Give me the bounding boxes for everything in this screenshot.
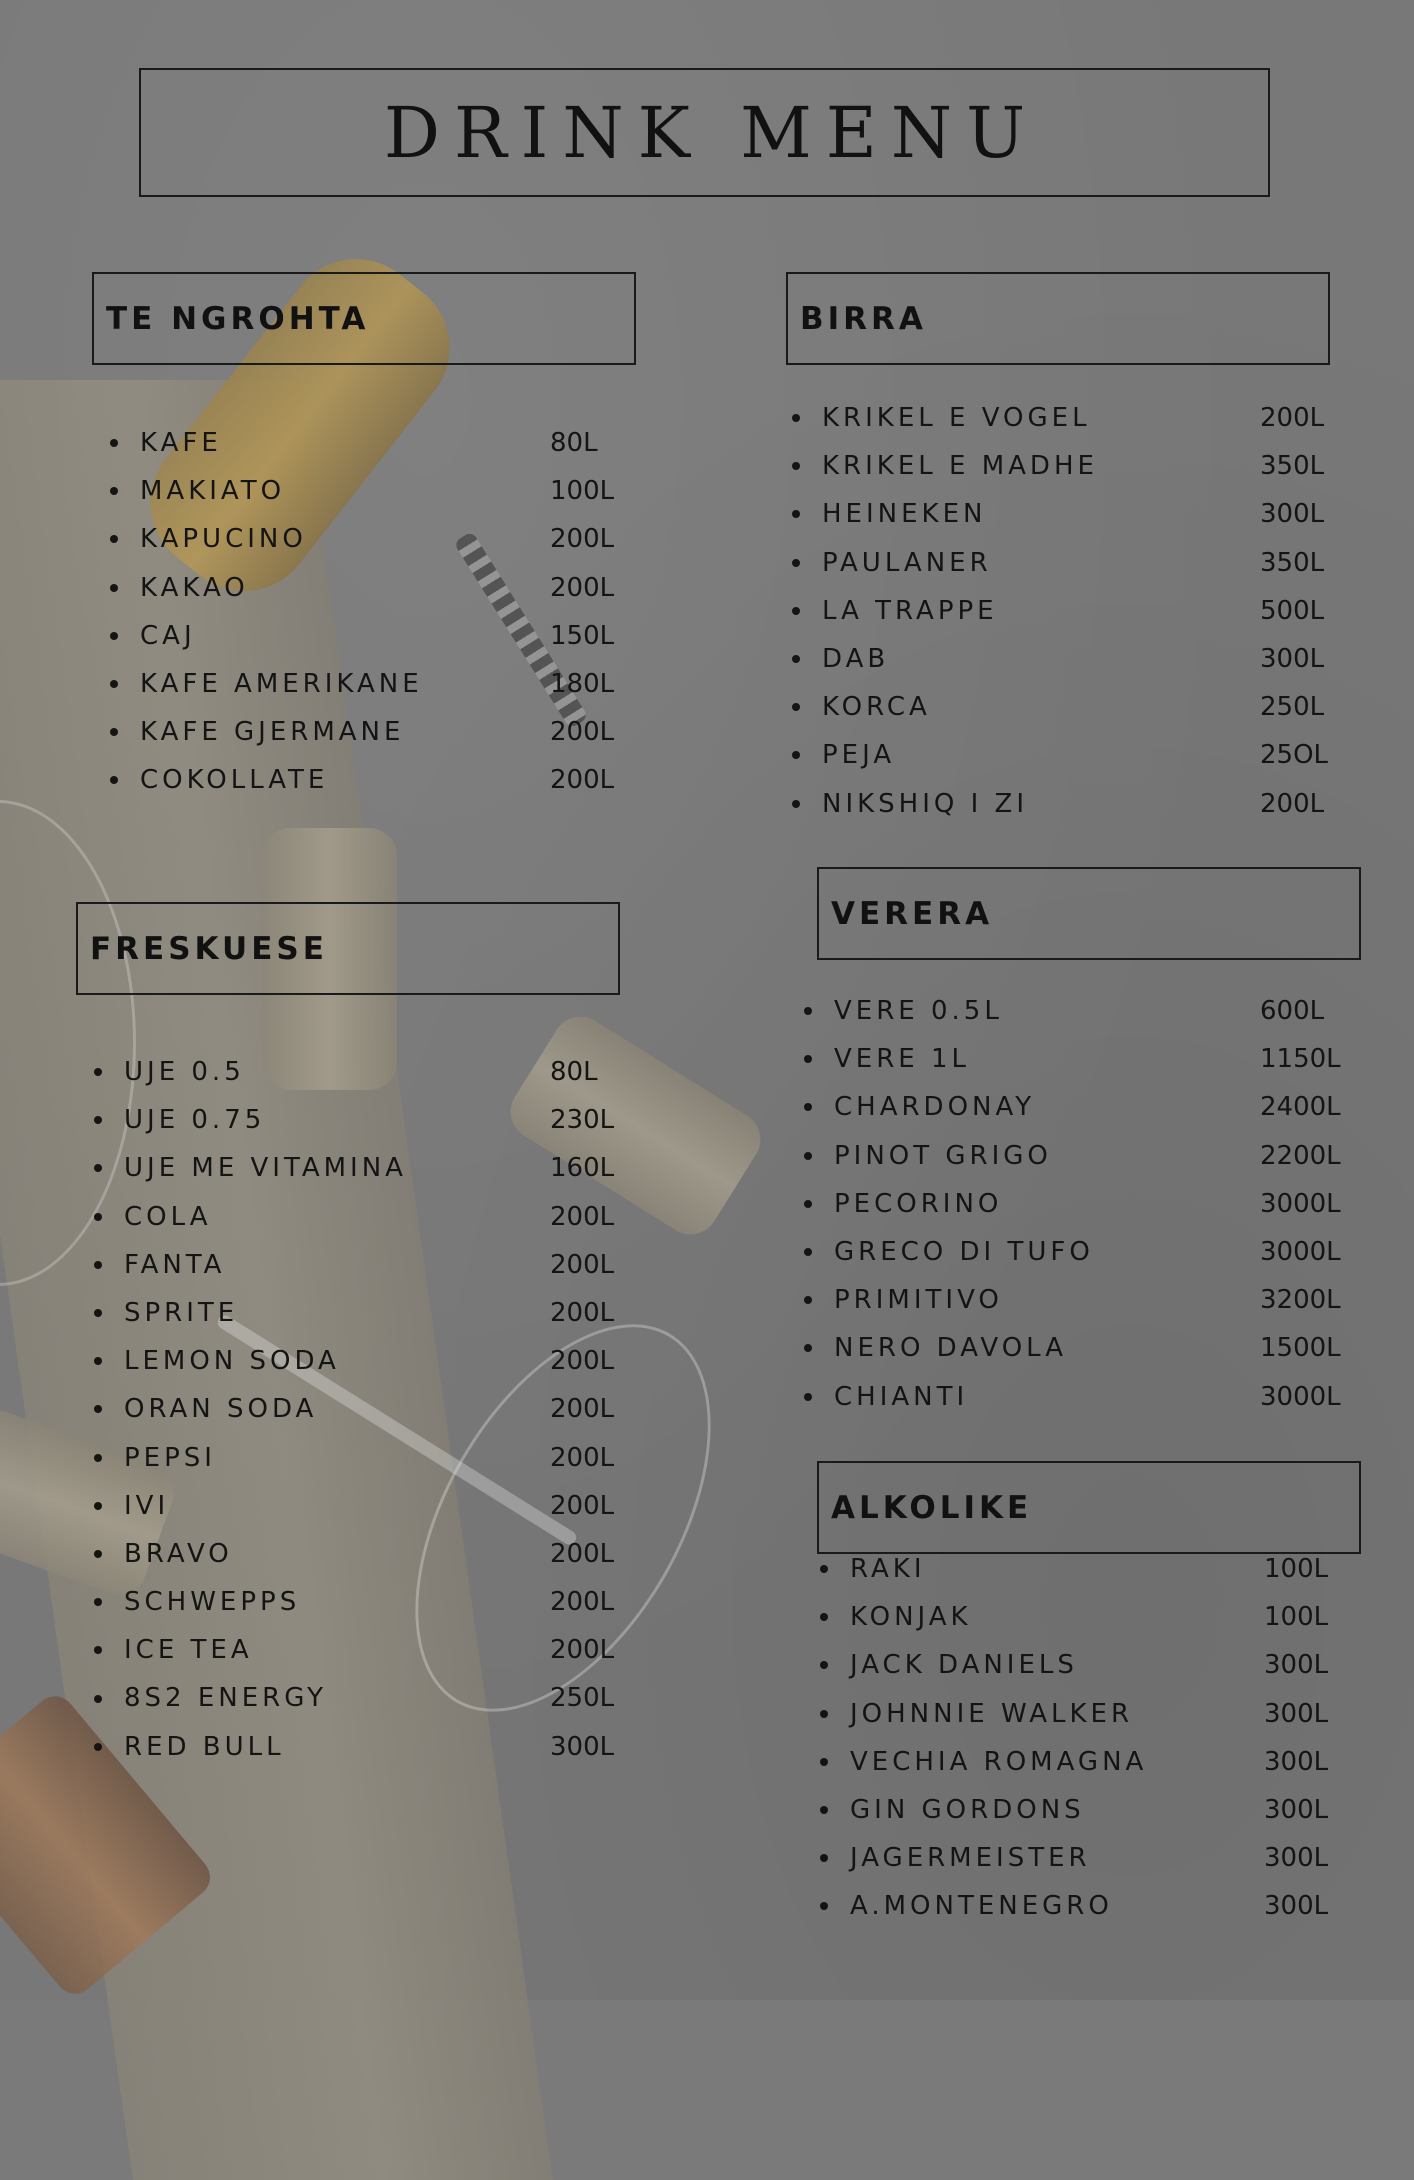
item-name: PEJA (822, 740, 896, 771)
item-price: 3200L (1260, 1285, 1341, 1316)
section-label: ALKOLIKE (831, 1489, 1033, 1526)
item-price: 300L (1264, 1698, 1329, 1729)
item-name: KRIKEL E VOGEL (822, 403, 1091, 433)
bullet-icon (94, 1213, 102, 1221)
bullet-icon (110, 680, 118, 688)
menu-item (804, 1228, 1364, 1276)
item-name: LA TRAPPE (822, 595, 998, 626)
bullet-icon (804, 1344, 812, 1352)
bullet-icon (820, 1758, 828, 1766)
item-name: SCHWEPPS (124, 1587, 301, 1618)
bullet-icon (792, 559, 800, 567)
menu-item (94, 1674, 634, 1722)
menu-item (804, 1083, 1364, 1131)
bullet-icon (94, 1405, 102, 1413)
bullet-icon (110, 439, 118, 447)
item-price: 200L (1260, 403, 1325, 433)
bullet-icon (110, 535, 118, 543)
item-price: 3000L (1260, 1236, 1341, 1267)
item-name: NIKSHIQ I ZI (822, 788, 1029, 819)
menu-item (792, 731, 1352, 779)
item-name: CHIANTI (834, 1381, 969, 1412)
item-name: RAKI (850, 1554, 926, 1584)
bullet-icon (804, 1055, 812, 1063)
menu-item (820, 1882, 1360, 1930)
item-price: 160L (550, 1153, 615, 1184)
item-price: 200L (550, 1201, 615, 1232)
item-name: VERE 1L (834, 1044, 970, 1075)
menu-item (94, 1482, 634, 1530)
menu-item (94, 1193, 634, 1241)
item-price: 300L (1264, 1891, 1329, 1922)
menu-item (94, 1626, 634, 1674)
section-label: VERERA (831, 895, 994, 932)
item-price: 200L (550, 765, 615, 796)
menu-item (820, 1834, 1360, 1882)
bullet-icon (110, 487, 118, 495)
menu-item (94, 1723, 634, 1771)
item-name: UJE 0.5 (124, 1057, 245, 1087)
item-price: 350L (1260, 547, 1325, 578)
menu-list-alkolike (820, 1545, 1360, 1931)
item-name: VECHIA ROMAGNA (850, 1746, 1148, 1777)
section-header-freskuese (76, 902, 620, 995)
item-name: KAFE AMERIKANE (140, 668, 423, 699)
item-price: 230L (550, 1105, 615, 1136)
item-name: NERO DAVOLA (834, 1333, 1068, 1364)
bullet-icon (804, 1007, 812, 1015)
item-name: 8S2 ENERGY (124, 1683, 327, 1714)
item-price: 200L (550, 524, 615, 555)
item-name: JACK DANIELS (850, 1650, 1078, 1681)
item-price: 300L (1260, 643, 1325, 674)
menu-item (792, 587, 1352, 635)
menu-item (792, 394, 1352, 442)
menu-item (804, 1373, 1364, 1421)
item-price: 200L (550, 1538, 615, 1569)
bullet-icon (792, 800, 800, 808)
menu-item (820, 1593, 1360, 1641)
menu-item (110, 756, 630, 804)
item-name: A.MONTENEGRO (850, 1891, 1113, 1922)
bullet-icon (110, 584, 118, 592)
item-price: 200L (550, 1635, 615, 1666)
bullet-icon (820, 1806, 828, 1814)
bullet-icon (110, 728, 118, 736)
item-price: 300L (1264, 1843, 1329, 1874)
menu-item (94, 1048, 634, 1096)
bullet-icon (792, 462, 800, 470)
menu-item (94, 1337, 634, 1385)
item-name: IVI (124, 1490, 170, 1521)
item-price: 1500L (1260, 1333, 1341, 1364)
item-price: 200L (550, 1346, 615, 1377)
bullet-icon (94, 1116, 102, 1124)
item-price: 100L (1264, 1602, 1329, 1633)
bullet-icon (94, 1454, 102, 1462)
item-price: 500L (1260, 595, 1325, 626)
item-price: 2400L (1260, 1092, 1341, 1123)
bullet-icon (792, 655, 800, 663)
bullet-icon (792, 414, 800, 422)
item-name: GIN GORDONS (850, 1794, 1085, 1825)
bullet-icon (820, 1613, 828, 1621)
menu-item (804, 1324, 1364, 1372)
menu-item (94, 1530, 634, 1578)
item-name: ORAN SODA (124, 1394, 318, 1425)
item-name: HEINEKEN (822, 499, 987, 530)
menu-item (804, 1132, 1364, 1180)
bullet-icon (94, 1598, 102, 1606)
bullet-icon (804, 1152, 812, 1160)
item-name: DAB (822, 643, 890, 674)
item-name: PINOT GRIGO (834, 1140, 1052, 1171)
item-name: PAULANER (822, 547, 992, 578)
item-name: KORCA (822, 692, 931, 723)
item-price: 25OL (1260, 740, 1329, 771)
item-price: 100L (550, 476, 615, 507)
item-name: KONJAK (850, 1602, 972, 1633)
bullet-icon (94, 1743, 102, 1751)
bullet-icon (792, 703, 800, 711)
menu-item (792, 635, 1352, 683)
section-label: BIRRA (800, 300, 927, 337)
item-name: PRIMITIVO (834, 1285, 1003, 1316)
item-name: KAFE (140, 428, 222, 458)
bullet-icon (792, 510, 800, 518)
menu-item (792, 683, 1352, 731)
bullet-icon (94, 1261, 102, 1269)
item-price: 350L (1260, 451, 1325, 482)
menu-list-te-ngrohta (110, 419, 630, 805)
item-name: JOHNNIE WALKER (850, 1698, 1134, 1729)
item-name: KAPUCINO (140, 524, 307, 555)
menu-item (820, 1738, 1360, 1786)
menu-item (820, 1641, 1360, 1689)
menu-item (804, 987, 1364, 1035)
item-price: 200L (550, 1490, 615, 1521)
menu-item (804, 1180, 1364, 1228)
bullet-icon (820, 1902, 828, 1910)
item-price: 3000L (1260, 1188, 1341, 1219)
menu-item (110, 708, 630, 756)
section-header-te-ngrohta (92, 272, 636, 365)
item-price: 200L (1260, 788, 1325, 819)
bullet-icon (94, 1068, 102, 1076)
item-name: VERE 0.5L (834, 996, 1003, 1026)
item-price: 200L (550, 1442, 615, 1473)
item-name: LEMON SODA (124, 1346, 340, 1377)
item-name: SPRITE (124, 1297, 239, 1328)
menu-item (110, 564, 630, 612)
menu-list-birra (792, 394, 1352, 828)
menu-list-verera (804, 987, 1364, 1421)
item-name: BRAVO (124, 1538, 233, 1569)
item-name: KAKAO (140, 572, 249, 603)
menu-item (792, 780, 1352, 828)
item-name: KRIKEL E MADHE (822, 451, 1098, 482)
item-price: 2200L (1260, 1140, 1341, 1171)
title-box (139, 68, 1270, 197)
item-name: ICE TEA (124, 1635, 253, 1666)
bullet-icon (94, 1309, 102, 1317)
menu-item (792, 442, 1352, 490)
bullet-icon (110, 632, 118, 640)
item-price: 200L (550, 1297, 615, 1328)
menu-item (110, 515, 630, 563)
item-price: 80L (550, 428, 598, 458)
bullet-icon (804, 1248, 812, 1256)
bullet-icon (820, 1854, 828, 1862)
item-price: 180L (550, 668, 615, 699)
menu-item (94, 1241, 634, 1289)
section-label: TE NGROHTA (106, 300, 370, 337)
bullet-icon (94, 1164, 102, 1172)
bullet-icon (94, 1502, 102, 1510)
item-price: 150L (550, 620, 615, 651)
menu-item (110, 419, 630, 467)
bullet-icon (804, 1103, 812, 1111)
menu-item (820, 1786, 1360, 1834)
item-price: 300L (1264, 1794, 1329, 1825)
menu-item (94, 1289, 634, 1337)
menu-item (94, 1578, 634, 1626)
item-price: 300L (1260, 499, 1325, 530)
item-name: MAKIATO (140, 476, 286, 507)
menu-item (804, 1276, 1364, 1324)
item-name: FANTA (124, 1249, 226, 1280)
bullet-icon (792, 751, 800, 759)
item-name: RED BULL (124, 1731, 285, 1762)
item-price: 3000L (1260, 1381, 1341, 1412)
bullet-icon (820, 1661, 828, 1669)
item-price: 200L (550, 572, 615, 603)
section-header-birra (786, 272, 1330, 365)
menu-item (804, 1035, 1364, 1083)
item-price: 250L (1260, 692, 1325, 723)
item-price: 200L (550, 717, 615, 748)
item-name: JAGERMEISTER (850, 1843, 1091, 1874)
item-price: 300L (1264, 1746, 1329, 1777)
item-price: 300L (550, 1731, 615, 1762)
item-price: 100L (1264, 1554, 1329, 1584)
item-price: 80L (550, 1057, 598, 1087)
bullet-icon (804, 1393, 812, 1401)
menu-item (820, 1690, 1360, 1738)
item-name: COKOLLATE (140, 765, 329, 796)
menu-item (110, 467, 630, 515)
page-title: DRINK MENU (383, 91, 1040, 174)
item-price: 300L (1264, 1650, 1329, 1681)
section-label: FRESKUESE (90, 930, 328, 967)
item-name: PEPSI (124, 1442, 216, 1473)
menu-item (94, 1385, 634, 1433)
section-header-verera (817, 867, 1361, 960)
menu-list-freskuese (94, 1048, 634, 1771)
item-price: 600L (1260, 996, 1325, 1026)
item-name: CHARDONAY (834, 1092, 1036, 1123)
item-name: GRECO DI TUFO (834, 1236, 1094, 1267)
item-price: 250L (550, 1683, 615, 1714)
menu-item (110, 660, 630, 708)
bullet-icon (110, 776, 118, 784)
menu-item (792, 539, 1352, 587)
item-name: KAFE GJERMANE (140, 717, 405, 748)
section-header-alkolike (817, 1461, 1361, 1554)
bullet-icon (804, 1296, 812, 1304)
menu-item (110, 612, 630, 660)
bullet-icon (792, 607, 800, 615)
item-price: 200L (550, 1249, 615, 1280)
item-name: UJE ME VITAMINA (124, 1153, 407, 1184)
item-price: 1150L (1260, 1044, 1341, 1075)
item-name: UJE 0.75 (124, 1105, 266, 1136)
menu-item (792, 490, 1352, 538)
menu-item (820, 1545, 1360, 1593)
menu-item (94, 1434, 634, 1482)
item-price: 200L (550, 1394, 615, 1425)
menu-item (94, 1096, 634, 1144)
bullet-icon (94, 1357, 102, 1365)
item-name: PECORINO (834, 1188, 1003, 1219)
bullet-icon (820, 1565, 828, 1573)
bullet-icon (94, 1646, 102, 1654)
bullet-icon (820, 1710, 828, 1718)
bullet-icon (94, 1550, 102, 1558)
bullet-icon (94, 1695, 102, 1703)
item-name: CAJ (140, 620, 196, 651)
bullet-icon (804, 1200, 812, 1208)
menu-item (94, 1144, 634, 1192)
item-price: 200L (550, 1587, 615, 1618)
item-name: COLA (124, 1201, 212, 1232)
